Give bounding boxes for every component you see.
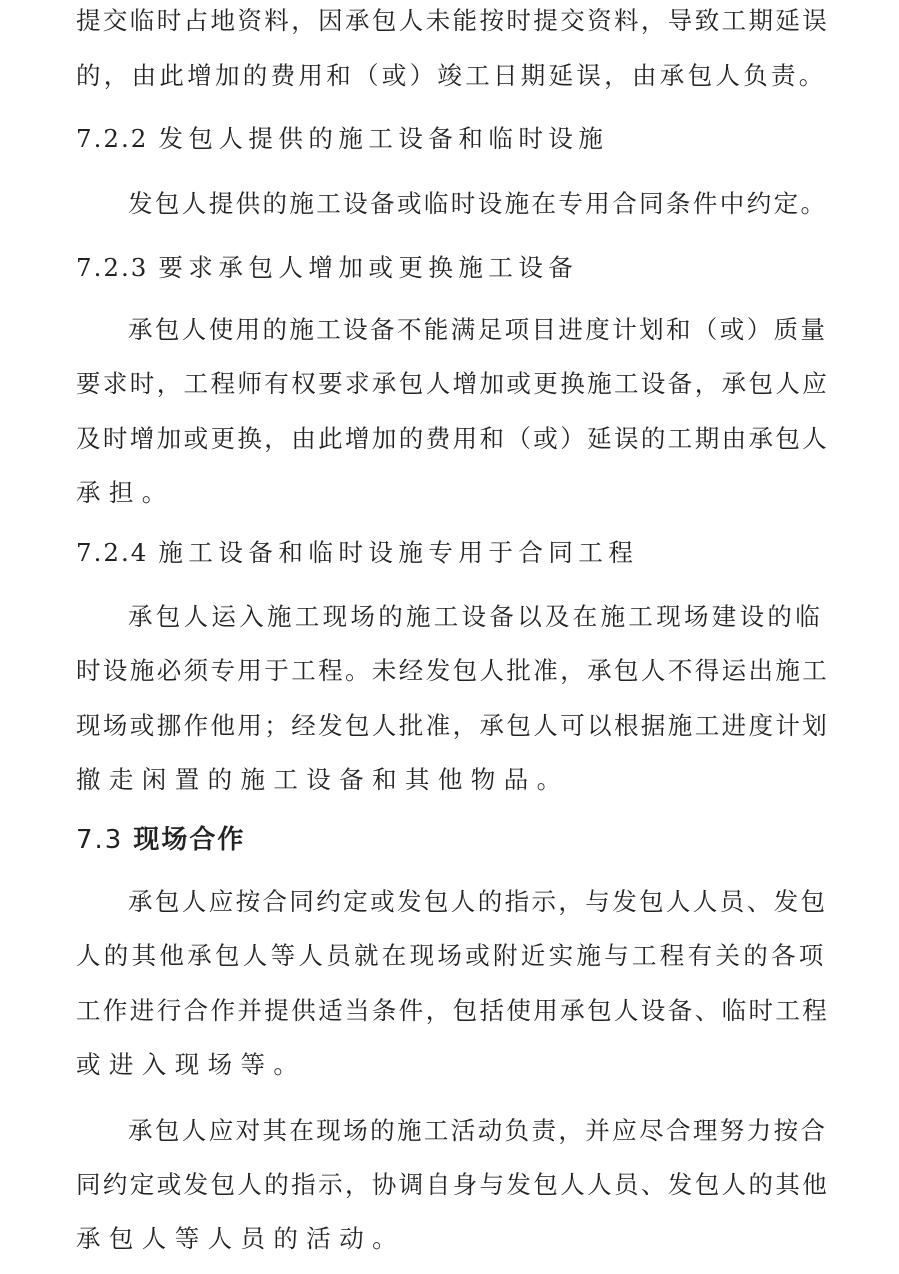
paragraph-line: 提交临时占地资料，因承包人未能按时提交资料，导致工期延误 [76,6,830,35]
paragraph-line: 撤走闲置的施工设备和其他物品。 [76,765,570,794]
paragraph-line: 承包人等人员的活动。 [76,1224,405,1253]
heading-number: 7.2.2 [76,124,149,153]
paragraph-line: 的，由此增加的费用和（或）竣工日期延误，由承包人负责。 [76,61,827,90]
paragraph-line: 承包人应对其在现场的施工活动负责，并应尽合理努力按合 [128,1116,828,1145]
paragraph-line: 及时增加或更换，由此增加的费用和（或）延误的工期由承包人 [76,424,830,453]
paragraph-line: 人的其他承包人等人员就在现场或附近实施与工程有关的各项 [76,941,827,970]
paragraph-line: 要求时，工程师有权要求承包人增加或更换施工设备，承包人应 [76,369,830,398]
section-heading-7-3 [76,824,245,856]
paragraph-line: 承担。 [76,478,175,507]
section-number: 7.3 [76,825,124,855]
heading-title: 施工设备和临时设施专用于合同工程 [158,538,639,567]
subsection-heading-7-2-4 [76,538,638,568]
paragraph-line: 时设施必须专用于工程。未经发包人批准，承包人不得运出施工 [76,656,830,685]
subsection-heading-7-2-2 [76,124,608,154]
paragraph-line: 承包人使用的施工设备不能满足项目进度计划和（或）质量 [128,315,828,344]
paragraph-line: 发包人提供的施工设备或临时设施在专用合同条件中约定。 [128,189,828,218]
heading-title: 发包人提供的施工设备和临时设施 [158,124,609,153]
paragraph-line: 现场或挪作他用；经发包人批准，承包人可以根据施工进度计划 [76,711,830,740]
section-title: 现场合作 [133,825,246,855]
paragraph-line: 承包人运入施工现场的施工设备以及在施工现场建设的临 [128,602,823,631]
subsection-heading-7-2-3 [76,253,578,283]
paragraph-line: 同约定或发包人的指示，协调自身与发包人人员、发包人的其他 [76,1170,830,1199]
paragraph-line: 承包人应按合同约定或发包人的指示，与发包人人员、发包 [128,887,828,916]
paragraph-line: 工作进行合作并提供适当条件，包括使用承包人设备、临时工程 [76,996,830,1025]
heading-number: 7.2.4 [76,538,149,567]
heading-title: 要求承包人增加或更换施工设备 [158,253,579,282]
heading-number: 7.2.3 [76,253,149,282]
paragraph-line: 或进入现场等。 [76,1050,307,1079]
